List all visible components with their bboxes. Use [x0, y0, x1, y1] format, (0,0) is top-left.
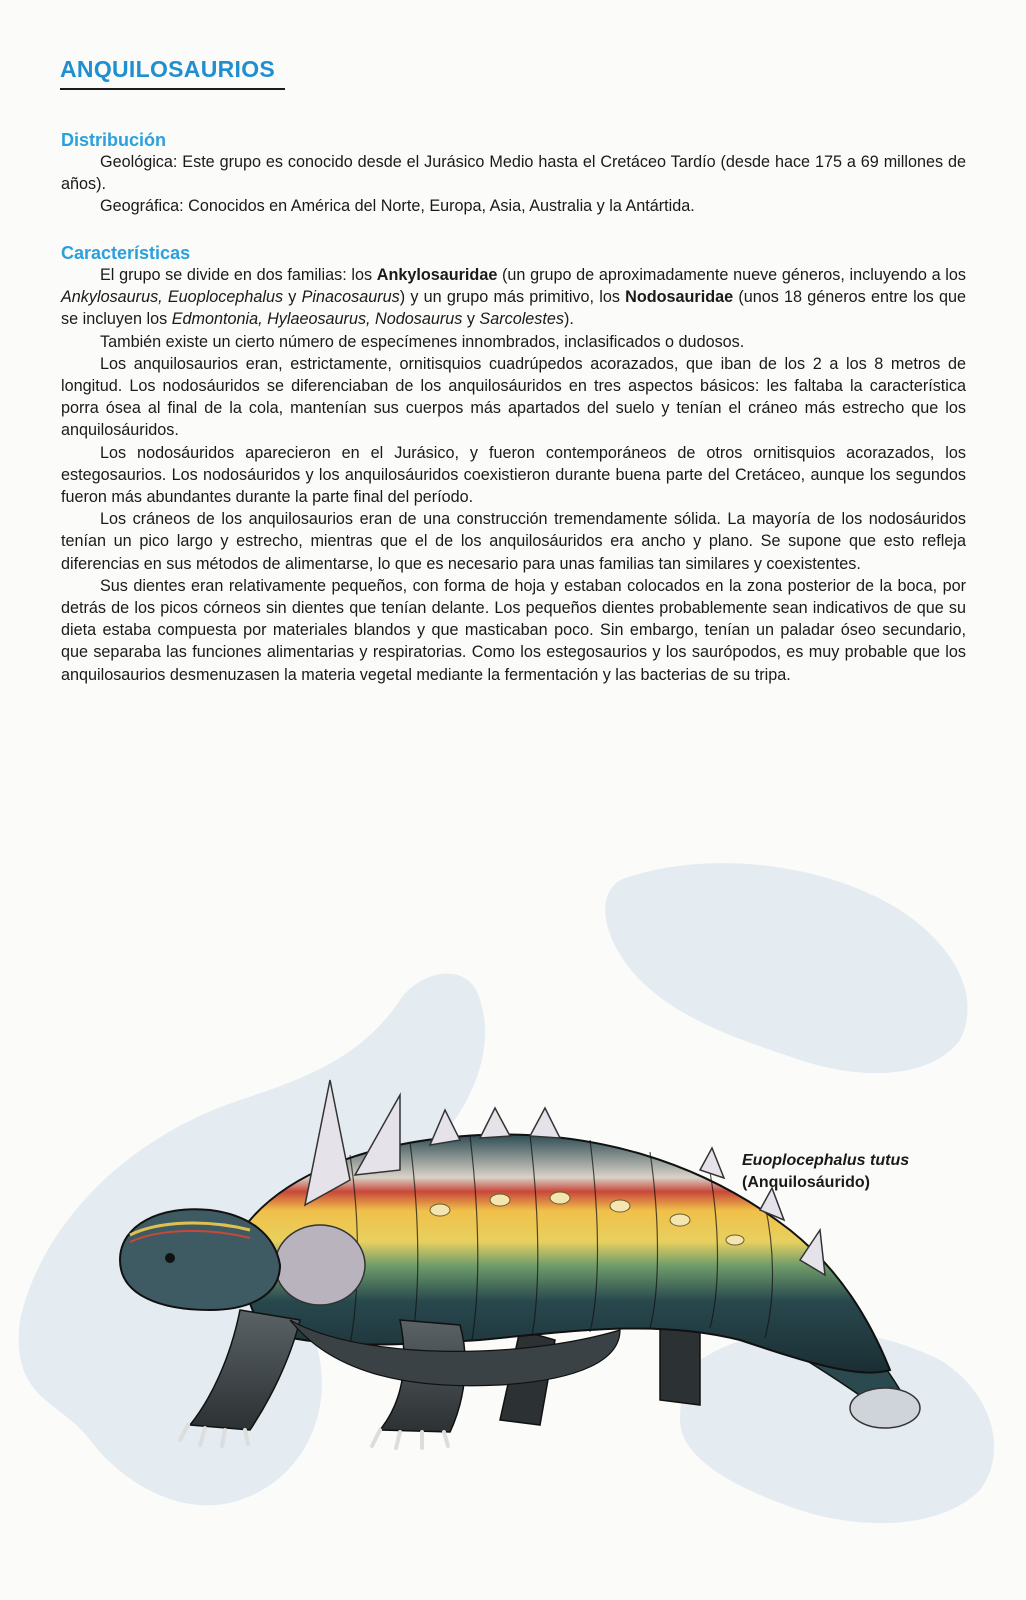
genus-names: Pinacosaurus	[301, 288, 400, 307]
genus-names: Edmontonia, Hylaeosaurus, Nodosaurus	[171, 310, 463, 329]
caracteristicas-heading: Características	[61, 243, 191, 263]
text-run: (un grupo de aproximadamente nueve géneros, incluyendo a los	[497, 266, 966, 284]
especimenes-paragraph: También existe un cierto número de especímenes innombrados, inclasificados o dudosos.	[100, 332, 745, 351]
text-run: ) y un grupo más primitivo, los	[399, 288, 626, 307]
historia-paragraph: Los nodosáuridos aparecieron en el Jurásico, y fueron contemporáneos de otros ornitisquios acorazados, los estegosaurios. Los nodosáuridos y los anquilosáuridos coexistieron durante buena parte del Cretáceo, aunque los segundos fueron más abundantes durante la parte final del período.	[61, 443, 966, 507]
anatomia-paragraph: Los anquilosaurios eran, estrictamente, ornitisquios cuadrúpedos acorazados, que iban de los 2 a los 8 metros de longitud. Los nodosáuridos se diferenciaban de los anquilosáuridos en tres aspectos básicos: les faltaba la característica porra ósea al final de la cola, mantenían sus cuerpos más apartados del suelo y tenían el cráneo más estrecho que los anquilosáuridos.	[61, 354, 966, 440]
illustration-caption	[742, 1150, 909, 1194]
geografica-paragraph: Geográfica: Conocidos en América del Norte, Europa, Asia, Australia y la Antártida.	[100, 197, 695, 216]
text-run: (unos 18 géneros entre los que se incluyen los	[61, 288, 966, 329]
genus-names: Sarcolestes	[479, 310, 564, 329]
euoplocephalus-illustration	[100, 1060, 960, 1480]
species-name: Euoplocephalus tutus	[742, 1152, 910, 1169]
family-name: (Anquilosáurido)	[742, 1174, 870, 1191]
familias-paragraph	[61, 264, 966, 331]
text-run: y	[462, 310, 480, 329]
page-title: ANQUILOSAURIOS	[60, 56, 276, 82]
nodosauridae-term: Nodosauridae	[625, 288, 734, 307]
dientes-paragraph: Sus dientes eran relativamente pequeños, con forma de hoja y estaban colocados en la zona posterior de la boca, por detrás de los picos córneos sin dientes que tenían delante. Los pequeños dientes probablemente sean indicativos de que su dieta estaba compuesta por materiales blandos y que masticaban poco. Sin embargo, tenían un paladar óseo secundario, que separaba las funciones alimentarias y respiratorias. Como los estegosaurios y los saurópodos, es muy probable que los anquilosaurios desmenuzasen la materia vegetal mediante la fermentación y las bacterias de su tripa.	[61, 576, 966, 684]
text-run: ).	[564, 310, 574, 329]
title-underline	[60, 88, 285, 90]
distribucion-heading: Distribución	[61, 130, 167, 150]
craneos-paragraph: Los cráneos de los anquilosaurios eran de una construcción tremendamente sólida. La mayoría de los nodosáuridos tenían un pico largo y estrecho, mientras que el de los anquilosáuridos era ancho y plano. Se supone que esto refleja diferencias en sus métodos de alimentarse, lo que es necesario para unas familias tan similares y coexistentes.	[61, 510, 966, 573]
text-run: y	[283, 288, 302, 307]
ankylosauridae-term: Ankylosauridae	[376, 266, 498, 284]
distribucion-section	[61, 151, 966, 218]
caracteristicas-section	[61, 264, 966, 686]
geologica-paragraph: Geológica: Este grupo es conocido desde el Jurásico Medio hasta el Cretáceo Tardío (desde hace 175 a 69 millones de años).	[61, 153, 966, 194]
genus-names: Ankylosaurus, Euoplocephalus	[61, 288, 284, 307]
text-run: El grupo se divide en dos familias: los	[100, 266, 377, 284]
